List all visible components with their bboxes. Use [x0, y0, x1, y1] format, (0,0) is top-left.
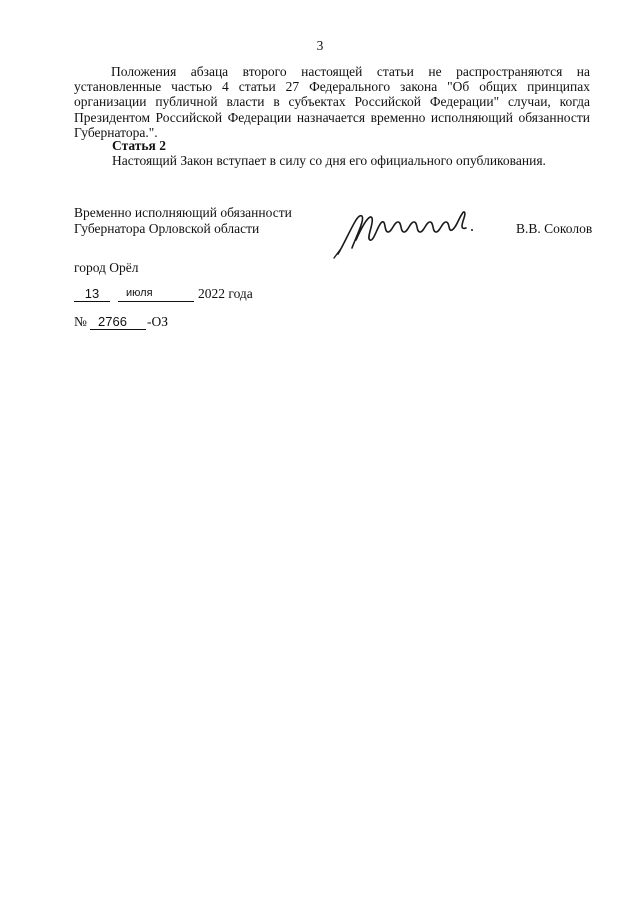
signer-position-line-2: Губернатора Орловской области — [74, 220, 260, 236]
page-number: 3 — [316, 38, 324, 53]
number-value: 2766 — [90, 314, 146, 330]
signing-date — [74, 286, 294, 304]
law-number — [74, 314, 194, 332]
signer-position-line-1: Временно исполняющий обязанности — [74, 205, 292, 220]
date-year: 2022 года — [198, 286, 253, 301]
paragraph-text: Положения абзаца второго настоящей статьи не распространяются на установленные частью 4 статьи 27 Федерального закона "Об общих принципах организации публичной власти в субъектах Российской Федерации" случаи, когда Президентом Российской Федерации назначается временно исполняющий обязанности Губернатора.". — [74, 64, 590, 140]
date-day: 13 — [74, 286, 110, 302]
signer-name: В.В. Соколов — [516, 221, 593, 236]
article-title: Статья 2 — [112, 138, 166, 153]
date-month: июля — [118, 286, 194, 302]
number-suffix: -ОЗ — [147, 314, 169, 329]
signer-position — [74, 205, 292, 236]
handwritten-signature — [330, 200, 490, 260]
article-text: Настоящий Закон вступает в силу со дня его официального опубликования. — [112, 153, 546, 168]
city: город Орёл — [74, 260, 139, 275]
number-sign: № — [74, 314, 87, 329]
